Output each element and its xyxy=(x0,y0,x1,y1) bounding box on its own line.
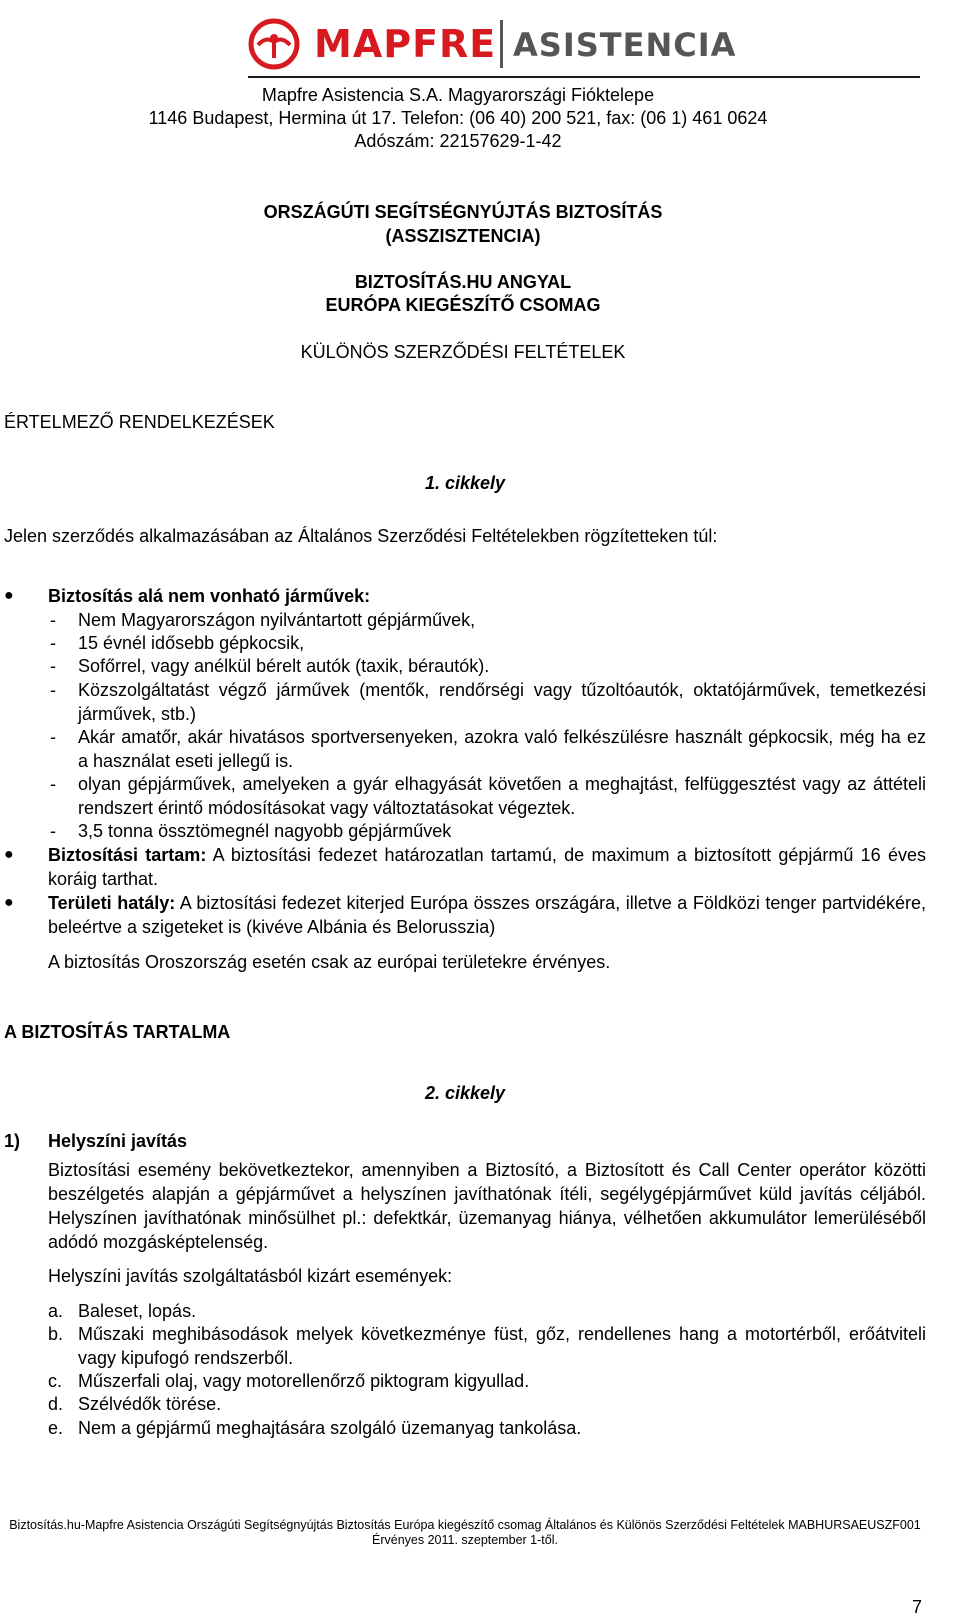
territory-paragraph xyxy=(4,891,926,939)
excluded-vehicles-block xyxy=(0,584,926,840)
dash-marker: - xyxy=(50,774,56,794)
exclusions-intro: Helyszíni javítás szolgáltatásból kizárt események: xyxy=(48,1266,453,1286)
insurance-term-text: A biztosítási fedezet határozatlan tartamú, de maximum a biztosított gépjármű 16 éves koráig tarthat. xyxy=(48,845,926,889)
list-item-letter: a. xyxy=(48,1301,64,1321)
dash-marker: - xyxy=(50,610,56,630)
item-number: 1) xyxy=(4,1131,21,1151)
dash-marker: - xyxy=(50,633,56,653)
list-item-letter: d. xyxy=(48,1394,64,1414)
excluded-vehicles-label: Biztosítás alá nem vonható járművek: xyxy=(48,586,371,606)
section1-intro: Jelen szerződés alkalmazásában az Általános Szerződési Feltételekben rögzítetteken túl: xyxy=(4,526,718,546)
logo-division-text: ASISTENCIA xyxy=(513,26,737,64)
list-item: Sofőrrel, vagy anélkül bérelt autók (taxik, bérautók). xyxy=(78,656,490,676)
list-item-letter: c. xyxy=(48,1371,63,1391)
list-item: Baleset, lopás. xyxy=(78,1301,197,1321)
list-item-letter: b. xyxy=(48,1324,64,1344)
list-item: Nem a gépjármű meghajtására szolgáló üzemanyag tankolása. xyxy=(78,1418,582,1438)
section-heading-definitions: ÉRTELMEZŐ RENDELKEZÉSEK xyxy=(4,412,275,432)
dash-marker: - xyxy=(50,727,56,747)
exclusions-list xyxy=(0,1299,926,1439)
page-number: 7 xyxy=(912,1597,923,1617)
dash-marker: - xyxy=(50,680,56,700)
list-item-letter: e. xyxy=(48,1418,64,1438)
territory-text: A biztosítási fedezet kiterjed Európa összes országára, illetve a Földközi tenger partvidékére, beleértve a szigeteket is (kivéve Albánia és Belorusszia) xyxy=(48,893,926,937)
mapfre-emblem-icon xyxy=(248,18,300,70)
list-item: Nem Magyarországon nyilvántartott gépjárművek, xyxy=(78,610,476,630)
document-title-line1: ORSZÁGÚTI SEGÍTSÉGNYÚJTÁS BIZTOSÍTÁS xyxy=(263,202,663,222)
list-item: Műszerfali olaj, vagy motorellenőrző piktogram kigyullad. xyxy=(78,1371,530,1391)
document-title-line2: (ASSZISZTENCIA) xyxy=(385,226,541,246)
onsite-repair-paragraph: Biztosítási esemény bekövetkeztekor, amennyiben a Biztosító, a Biztosított és Call Center operátor közötti beszélgetés alapján a gépjárművet a helyszínen javíthatónak ítéli, segélygépjárművet küld javítás céljából. Helyszínen javíthatónak minősülhet pl.: defektkár, üzemanyag hiánya, vélhetően akkumulátor lemerüléséből adódó mozgásképtelenség. xyxy=(48,1160,926,1252)
logo-brand-text: MAPFRE xyxy=(314,22,497,66)
product-title-line1: BIZTOSÍTÁS.HU ANGYAL xyxy=(354,272,572,292)
article-1-label: 1. cikkely xyxy=(424,473,506,493)
list-item: Szélvédők törése. xyxy=(78,1394,222,1414)
bullet-icon: ● xyxy=(4,894,14,911)
dash-marker: - xyxy=(50,821,56,841)
footer-document-id: Biztosítás.hu-Mapfre Asistencia Országúti Segítségnyújtás Biztosítás Európa kiegészítő csomag Általános és Különös Szerződési Feltételek MABHURSAEUSZF001 xyxy=(9,1518,921,1532)
list-item: Akár amatőr, akár hivatásos sportversenyeken, azokra való felkészülésre használt gépkocsik, még ha ez a használat eseti jellegű is. xyxy=(78,727,926,771)
tax-id: Adószám: 22157629-1-42 xyxy=(354,131,562,151)
russia-note: A biztosítás Oroszország esetén csak az európai területekre érvényes. xyxy=(48,952,611,972)
section-heading-coverage: A BIZTOSÍTÁS TARTALMA xyxy=(4,1022,231,1042)
insurance-term-paragraph xyxy=(4,843,926,891)
list-item: Közszolgáltatást végző járművek (mentők, rendőrségi vagy tűzoltóautók, oktatójárművek, temetkezési járművek, stb.) xyxy=(78,680,926,724)
product-title-line2: EURÓPA KIEGÉSZÍTŐ CSOMAG xyxy=(325,295,601,315)
list-item: olyan gépjárművek, amelyeken a gyár elhagyását követően a meghajtást, felfüggesztést vagy az áttételi rendszert érintő módosításokat vagy változtatásokat végeztek. xyxy=(78,774,926,818)
company-name: Mapfre Asistencia S.A. Magyarországi Fióktelepe xyxy=(261,85,655,105)
header-rule xyxy=(248,76,920,78)
insurance-term-label: Biztosítási tartam: xyxy=(48,845,207,865)
conditions-title: KÜLÖNÖS SZERZŐDÉSI FELTÉTELEK xyxy=(300,342,626,362)
article-2-label: 2. cikkely xyxy=(424,1083,506,1103)
logo-divider xyxy=(500,20,503,68)
dash-marker: - xyxy=(50,656,56,676)
list-item: Műszaki meghibásodások melyek következménye füst, gőz, rendellenes hang a motortérből, erőátviteli vagy kipufogó rendszerből. xyxy=(78,1324,926,1368)
list-item: 3,5 tonna össztömegnél nagyobb gépjárművek xyxy=(78,821,452,841)
bullet-icon: ● xyxy=(4,587,14,604)
bullet-icon: ● xyxy=(4,846,14,863)
list-item: 15 évnél idősebb gépkocsik, xyxy=(78,633,305,653)
item-title: Helyszíni javítás xyxy=(48,1131,188,1151)
territory-label: Területi hatály: xyxy=(48,893,176,913)
company-address: 1146 Budapest, Hermina út 17. Telefon: (06 40) 200 521, fax: (06 1) 461 0624 xyxy=(148,108,768,128)
footer-validity: Érvényes 2011. szeptember 1-től. xyxy=(372,1533,558,1547)
